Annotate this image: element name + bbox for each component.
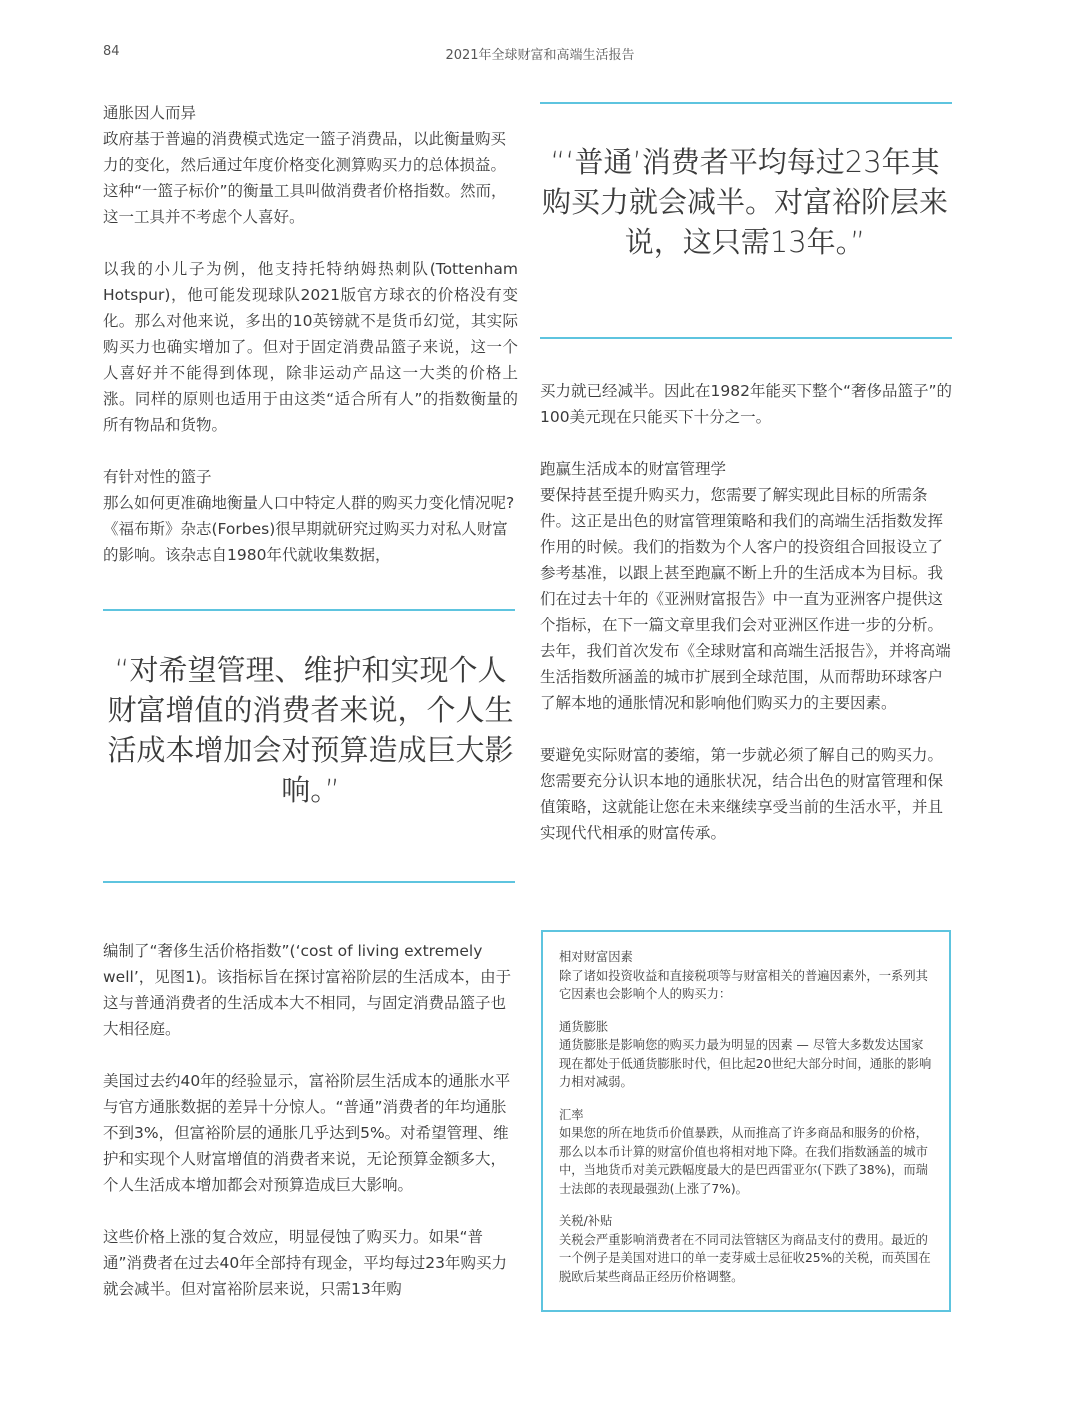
paragraph: 美国过去约40年的经验显示，富裕阶层生活成本的通胀水平与官方通胀数据的差异十分惊人。“普通”消费者的年均通胀不到3%，但富裕阶层的通胀几乎达到5%。对希望管理、维护和实现个人财富增值的消费者来说，无论预算金额多大，个人生活成本增加都会对预算造成巨大影响。 bbox=[103, 1072, 511, 1194]
paragraph: 政府基于普遍的消费模式选定一篮子消费品，以此衡量购买力的变化，然后通过年度价格变化测算购买力的总体损益。这种“一篮子标价”的衡量工具叫做消费者价格指数。然而，这一工具并不考虑个人喜好。 bbox=[103, 130, 507, 226]
box-item-text: 如果您的所在地货币价值暴跌，从而推高了许多商品和服务的价格，那么以本币计算的财富价值也将相对地下降。在我们指数涵盖的城市中，当地货币对美元跌幅度最大的是巴西雷亚尔(下跌了38%)，而瑞士法郎的表现最强劲(上涨了7%)。 bbox=[559, 1126, 928, 1196]
quote-rule-top bbox=[540, 102, 952, 104]
pull-quote-left: “对希望管理、维护和实现个人财富增值的消费者来说，个人生活成本增加会对预算造成巨大影响。” bbox=[107, 653, 514, 807]
quote-rule-top bbox=[103, 609, 515, 611]
left-column-top bbox=[103, 100, 518, 568]
relative-wealth-factors-box bbox=[541, 930, 951, 1312]
box-item-heading: 关税/补贴 bbox=[559, 1214, 613, 1228]
paragraph: 要避免实际财富的萎缩，第一步就必须了解自己的购买力。您需要充分认识本地的通胀状况，结合出色的财富管理和保值策略，这就能让您在未来继续享受当前的生活水平，并且实现代代相承的财富传承。 bbox=[540, 746, 944, 842]
paragraph: 买力就已经减半。因此在1982年能买下整个“奢侈品篮子”的100美元现在只能买下十分之一。 bbox=[540, 382, 953, 426]
paragraph: 编制了“奢侈生活价格指数”(‘cost of living extremely well’，见图1)。该指标旨在探讨富裕阶层的生活成本，由于这与普通消费者的生活成本大不相同，与固定消费品篮子也大相径庭。 bbox=[103, 942, 512, 1038]
box-item-heading: 汇率 bbox=[559, 1107, 584, 1122]
section-heading-inflation: 通胀因人而异 bbox=[103, 104, 197, 122]
box-item-text: 关税会严重影响消费者在不同司法管辖区为商品支付的费用。最近的一个例子是美国对进口的单一麦芽威士忌征收25%的关税，而英国在脱欧后某些商品正经历价格调整。 bbox=[559, 1232, 931, 1284]
quote-rule-bottom bbox=[103, 881, 515, 883]
page-number: 84 bbox=[103, 44, 120, 59]
box-title: 相对财富因素 bbox=[559, 950, 633, 964]
pull-quote-right: “‘普通’消费者平均每过23年其购买力就会减半。对富裕阶层来说，这只需13年。” bbox=[541, 145, 948, 259]
box-intro: 除了诸如投资收益和直接税项等与财富相关的普遍因素外，一系列其它因素也会影响个人的购买力： bbox=[559, 968, 928, 1001]
box-item-heading: 通货膨胀 bbox=[559, 1019, 609, 1034]
paragraph: 那么如何更准确地衡量人口中特定人群的购买力变化情况呢?《福布斯》杂志(Forbes)很早期就研究过购买力对私人财富的影响。该杂志自1980年代就收集数据， bbox=[103, 494, 515, 564]
box-item-text: 通货膨胀是影响您的购买力最为明显的因素 — 尽管大多数发达国家现在都处于低通货膨胀时代，但比起20世纪大部分时间，通胀的影响力相对减弱。 bbox=[559, 1038, 932, 1089]
quote-rule-bottom bbox=[540, 337, 952, 339]
running-header-title: 2021年全球财富和高端生活报告 bbox=[445, 48, 635, 63]
right-column bbox=[540, 378, 955, 846]
paragraph: 要保持甚至提升购买力，您需要了解实现此目标的所需条件。这正是出色的财富管理策略和我们的高端生活指数发挥作用的时候。我们的指数为个人客户的投资组合回报设立了参考基准，以跟上甚至跑赢不断上升的生活成本为目标。我们在过去十年的《亚洲财富报告》中一直为亚洲客户提供这个指标，在下一篇文章里我们会对亚洲区作进一步的分析。去年，我们首次发布《全球财富和高端生活报告》，并将高端生活指数所涵盖的城市扩展到全球范围，从而帮助环球客户了解本地的通胀情况和影响他们购买力的主要因素。 bbox=[540, 486, 951, 712]
left-column-bottom bbox=[103, 938, 518, 1302]
paragraph: 这些价格上涨的复合效应，明显侵蚀了购买力。如果“普通”消费者在过去40年全部持有现金，平均每过23年购买力就会减半。但对富裕阶层来说，只需13年购 bbox=[103, 1228, 507, 1298]
paragraph: 以我的小儿子为例，他支持托特纳姆热刺队(Tottenham Hotspur)，他可能发现球队2021版官方球衣的价格没有变化。那么对他来说，多出的10英镑就不是货币幻觉，其实际购买力也确实增加了。但对于固定消费品篮子来说，这一个人喜好并不能得到体现，除非运动产品这一大类的价格上涨。同样的原则也适用于由这类“适合所有人”的指数衡量的所有物品和货物。 bbox=[103, 260, 518, 434]
section-heading-basket: 有针对性的篮子 bbox=[103, 468, 212, 486]
section-heading-wealth-management: 跑赢生活成本的财富管理学 bbox=[540, 460, 727, 478]
